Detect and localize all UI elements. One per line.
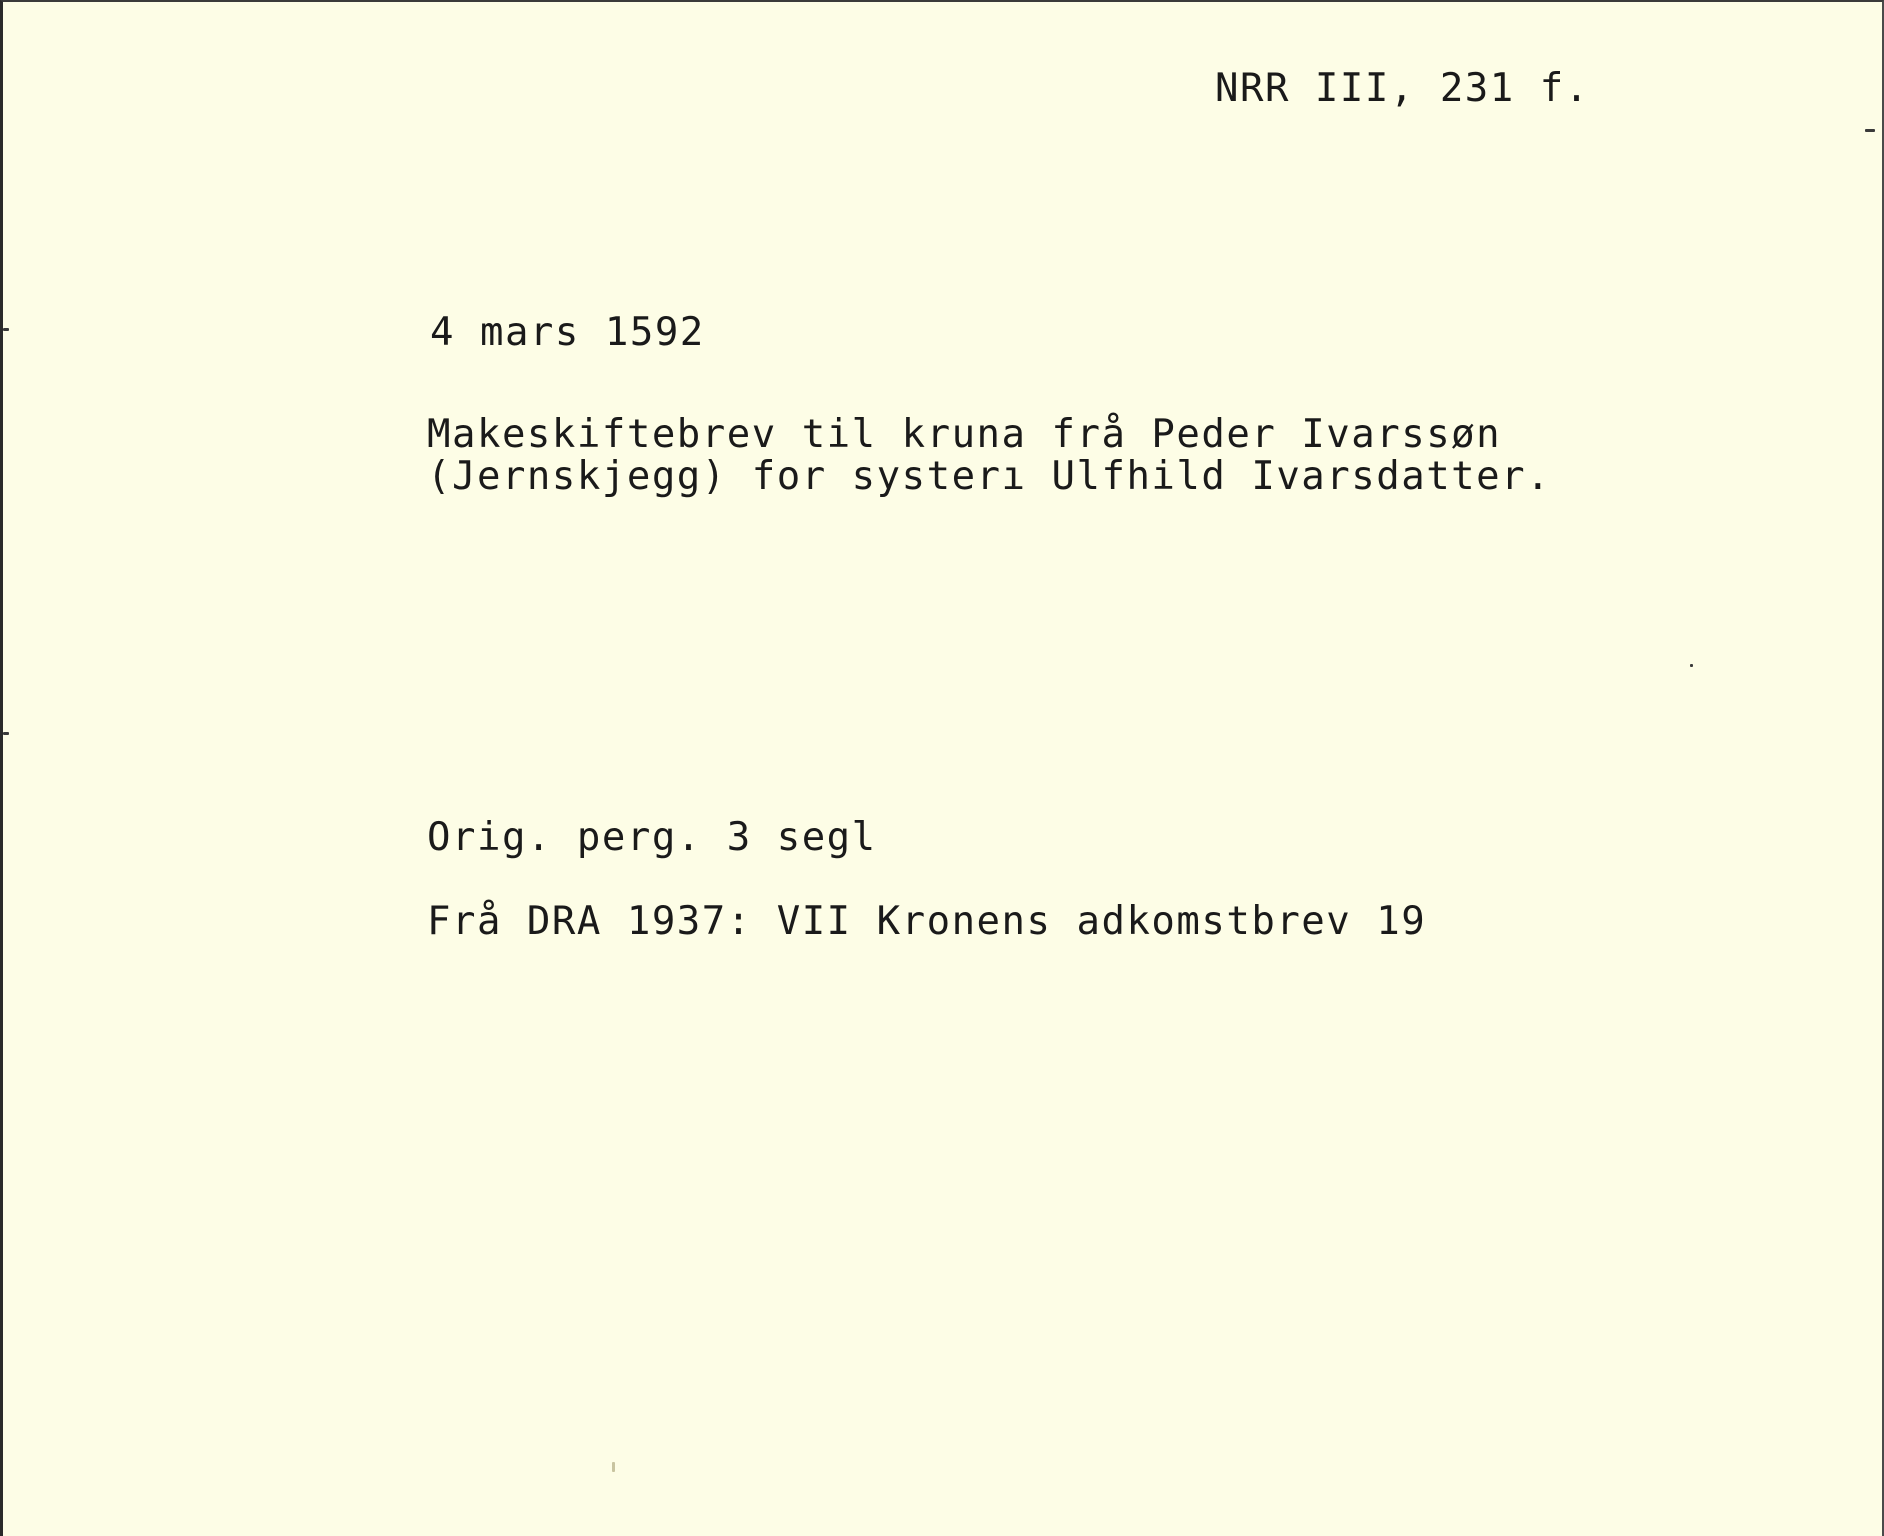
reference-number: NRR III, 231 f. <box>1215 66 1590 111</box>
summary-line-1: Makeskiftebrev til kruna frå Peder Ivarssøn <box>427 412 1502 457</box>
summary-line-2: (Jernskjegg) for systerı Ulfhild Ivarsdatter. <box>427 454 1552 499</box>
document-date: 4 mars 1592 <box>430 310 705 355</box>
edge-mark-left-lower <box>3 732 9 735</box>
paper-speck <box>1690 664 1693 667</box>
original-description: Orig. perg. 3 segl <box>427 815 877 860</box>
source-reference: Frå DRA 1937: VII Kronens adkomstbrev 19 <box>427 899 1427 944</box>
edge-mark-right <box>1865 129 1875 132</box>
edge-mark-left-upper <box>3 328 9 331</box>
paper-speck <box>612 1462 615 1472</box>
